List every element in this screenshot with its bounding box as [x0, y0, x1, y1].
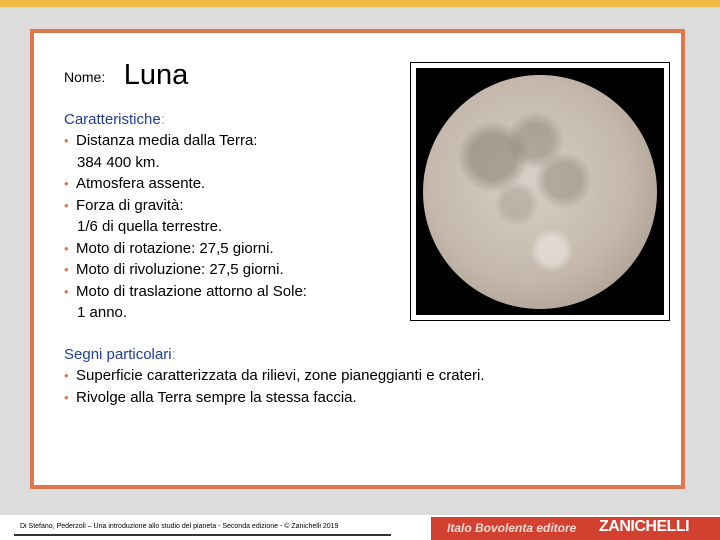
segni-list — [64, 365, 624, 408]
caratteristiche-title: Caratteristiche: — [64, 111, 165, 128]
caratteristiche-list — [64, 130, 394, 324]
segni-title: Segni particolari: — [64, 346, 176, 363]
name-value: Luna — [123, 59, 189, 91]
moon-photo-frame — [410, 62, 670, 321]
footer-credit: Di Stefano, Pederzoli – Una introduzione allo studio del pianeta - Seconda edizione - © Zanichelli 2019 — [14, 517, 391, 536]
publisher-italic-logo: Italo Bovolenta editore — [447, 521, 577, 535]
list-item: • Atmosfera assente. — [64, 173, 394, 195]
content-card — [30, 29, 685, 489]
list-item: • Superficie caratterizzata da rilievi, zone pianeggianti e crateri. — [64, 365, 624, 387]
moon-photo — [416, 68, 664, 315]
top-accent-bar — [0, 0, 720, 7]
moon-image — [423, 75, 657, 309]
list-item: • Forza di gravità: 1/6 di quella terrestre. — [64, 195, 394, 238]
zanichelli-logo: ZANICHELLI — [599, 518, 690, 535]
list-item: • Moto di traslazione attorno al Sole: 1 anno. — [64, 281, 394, 324]
footer-publisher-banner — [431, 517, 720, 540]
list-item: • Distanza media dalla Terra: 384 400 km. — [64, 130, 394, 173]
list-item: • Rivolge alla Terra sempre la stessa faccia. — [64, 387, 624, 409]
list-item: • Moto di rivoluzione: 27,5 giorni. — [64, 259, 394, 281]
name-row — [64, 57, 188, 90]
list-item: • Moto di rotazione: 27,5 giorni. — [64, 238, 394, 260]
name-label: Nome: — [64, 69, 106, 85]
